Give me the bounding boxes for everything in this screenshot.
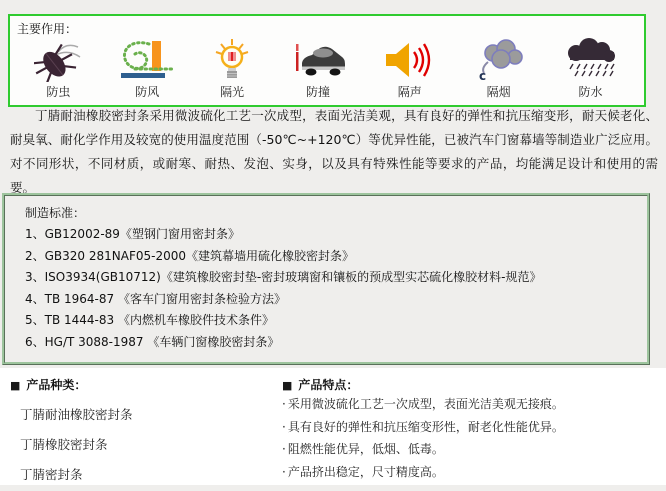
function-label: 防撞 [305, 85, 330, 99]
function-item-sound [384, 40, 436, 100]
standard-item: 3、ISO3934(GB10712)《建筑橡胶密封垫-密封玻璃窗和镶板的预成型实芯硫化橡胶材料-规范》 [25, 270, 542, 284]
rain-cloud-icon [561, 38, 619, 82]
product-type-item: 丁腈耐油橡胶密封条 [20, 407, 133, 422]
wind-icon [119, 38, 175, 82]
function-label: 防水 [578, 85, 603, 99]
feature-text: 阻燃性能优异，低烟、低毒。 [287, 442, 444, 456]
feature-text: 具有良好的弹性和抗压缩变形性，耐老化性能优异。 [287, 419, 564, 434]
dot-bullet-icon: · [282, 397, 286, 411]
function-item-light [212, 38, 252, 100]
main-functions-title: 主要作用： [17, 22, 78, 36]
standard-item: 4、TB 1964-87 《客车门窗用密封条检验方法》 [25, 291, 286, 306]
function-item-insect [34, 38, 82, 100]
bug-icon [34, 38, 82, 82]
function-item-water [561, 38, 619, 100]
square-bullet-icon: ■ [282, 379, 293, 392]
product-types-title: 产品种类： [26, 378, 87, 392]
dot-bullet-icon: · [282, 442, 286, 456]
main-functions-panel [8, 14, 646, 107]
product-type-item: 丁腈密封条 [20, 467, 83, 482]
product-types-header [10, 376, 272, 393]
function-item-wind [119, 38, 175, 100]
product-type-item: 丁腈橡胶密封条 [20, 437, 108, 452]
bumper-car-icon [289, 38, 347, 82]
feature-text: 采用微波硫化工艺一次成型，表面光洁美观无接痕。 [287, 397, 564, 411]
function-label: 隔声 [397, 85, 422, 99]
square-bullet-icon: ■ [10, 379, 21, 392]
standard-item: 5、TB 1444-83 《内燃机车橡胶件技术条件》 [25, 313, 274, 327]
function-label: 隔烟 [486, 85, 511, 99]
speaker-icon [384, 40, 436, 82]
dot-bullet-icon: · [282, 464, 286, 479]
bottom-panel [0, 368, 666, 485]
standards-title: 制造标准： [25, 206, 86, 220]
dot-bullet-icon: · [282, 419, 286, 434]
standard-item: 6、HG/T 3088-1987 《车辆门窗橡胶密封条》 [25, 334, 280, 349]
function-icon-row [10, 37, 644, 105]
product-features-title: 产品特点： [298, 378, 359, 392]
product-feature-item [282, 393, 666, 416]
feature-text: 产品挤出稳定，尺寸精度高。 [287, 464, 444, 479]
function-label: 隔光 [220, 85, 245, 99]
product-features-column [272, 368, 666, 485]
product-feature-item [282, 461, 666, 484]
smoke-icon [473, 38, 525, 82]
product-types-column [0, 368, 272, 485]
product-feature-item [282, 416, 666, 439]
product-features-header [282, 376, 666, 393]
standards-panel [2, 193, 650, 365]
svg-text:c: c [478, 69, 486, 82]
bulb-icon [212, 38, 252, 82]
standard-item: 1、GB12002-89《塑钢门窗用密封条》 [25, 227, 240, 241]
function-label: 防虫 [46, 85, 71, 99]
intro-paragraph: 丁腈耐油橡胶密封条采用微波硫化工艺一次成型，表面光洁美观，具有良好的弹性和抗压缩变形，耐天候老化、耐臭氧、耐化学作用及较宽的使用温度范围（-50℃~+120℃）等优异性能，已被汽车门窗幕墙等制造业广泛应用。对不同形状，不同材质，或耐寒、耐热、发泡、实身，以及具有特殊性能等要求的产品，均能满足设计和使用的需要。 [10, 108, 658, 195]
function-item-collision [289, 38, 347, 100]
standard-item: 2、GB320 281NAF05-2000《建筑幕墙用硫化橡胶密封条》 [25, 248, 355, 263]
function-item-smoke [473, 38, 525, 100]
product-feature-item [282, 438, 666, 461]
function-label: 防风 [135, 85, 160, 99]
